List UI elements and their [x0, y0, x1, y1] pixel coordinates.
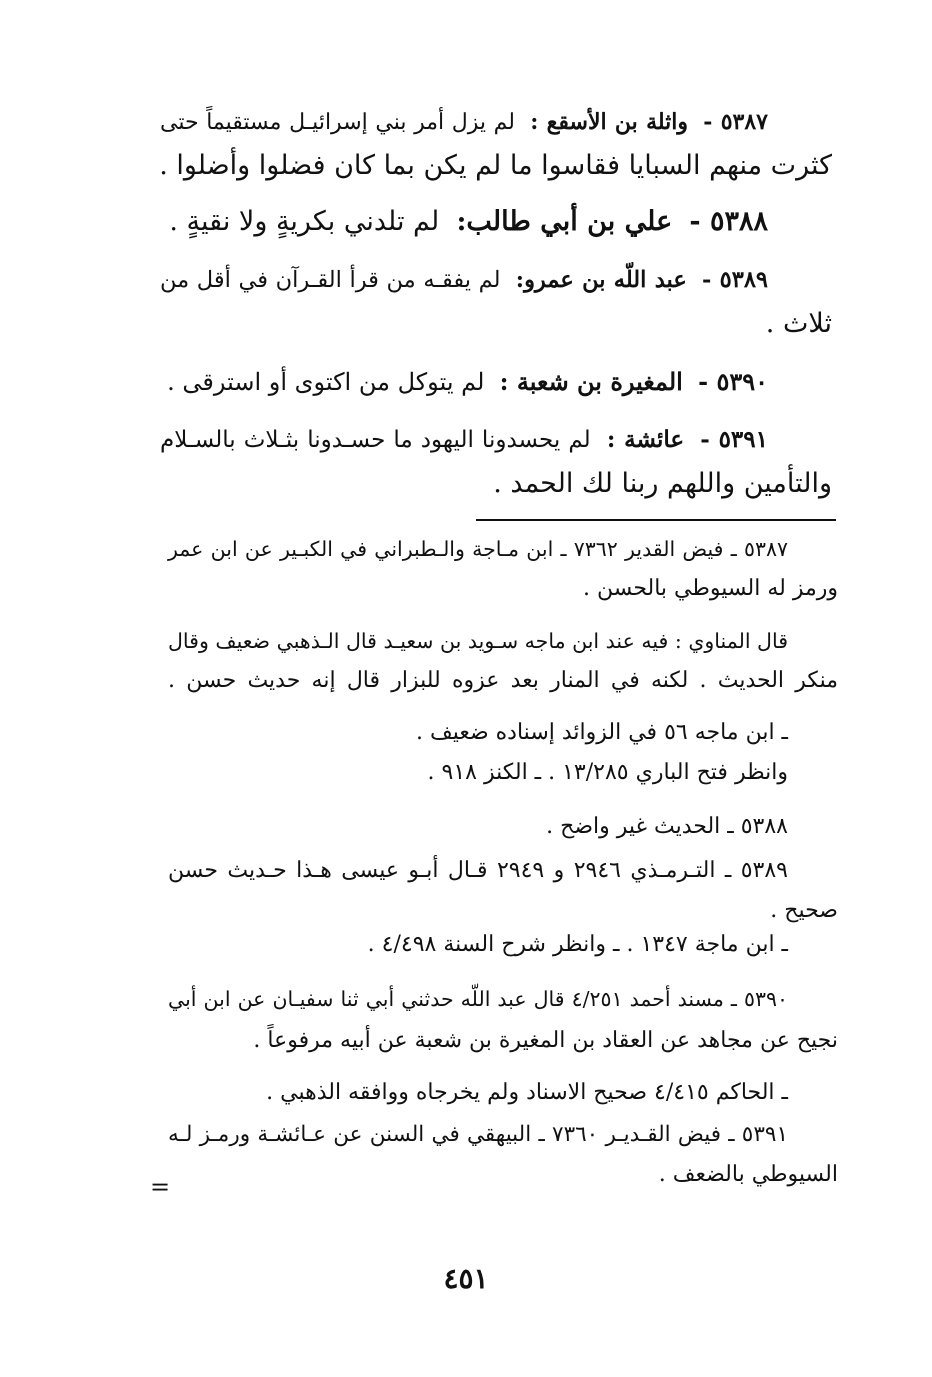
entry-text: لم يزل أمر بني إسرائيـل مستقيماً حتى — [160, 110, 515, 135]
narrator-name: عائشة : — [606, 426, 685, 453]
continuation-mark: = — [150, 1173, 171, 1201]
entry-text: لم تلدني بكريةٍ ولا نقيةٍ . — [169, 206, 440, 237]
footnote-line: صحيح . — [770, 898, 838, 923]
narrator-name: المغيرة بن شعبة : — [499, 367, 683, 396]
footnote-line: وانظر فتح الباري ١٣/٢٨٥ . ـ الكنز ٩١٨ . — [427, 760, 788, 785]
narrator-name: علي بن أبي طالب: — [456, 206, 673, 237]
entry-number: ٥٣٨٨ - — [689, 206, 768, 237]
footnote-line: ٥٣٨٧ ـ فيض القدير ٧٣٦٢ ـ ابن مـاجة والـطبراني في الكبـير عن ابن عمر — [168, 537, 788, 561]
footnote-separator — [476, 519, 836, 521]
entry-text: لم يفقـه من قرأ القـرآن في أقل من — [160, 267, 501, 293]
footnote-line: قال المناوي : فيه عند ابن ماجه سـويد بن سعيـد قال الـذهبي ضعيف وقال — [168, 629, 788, 653]
narrator-name: عبد اللّه بن عمرو: — [515, 267, 687, 293]
entry-number: ٥٣٨٧ - — [703, 109, 768, 135]
entry-number: ٥٣٩٠ - — [698, 367, 768, 396]
entry-number: ٥٣٨٩ - — [702, 267, 769, 293]
entry-number: ٥٣٩١ - — [700, 426, 768, 453]
footnote-line: ـ ابن ماجه ٥٦ في الزوائد إسناده ضعيف . — [415, 720, 788, 745]
footnote-line: ٥٣٩٠ ـ مسند أحمد ٤/٢٥١ قال عبد اللّه حدثني أبي ثنا سفيـان عن ابن أبي — [168, 987, 788, 1011]
footnote-line: ٥٣٩١ ـ فيض القـديـر ٧٣٦٠ ـ البيهقي في السنن عن عـائشـة ورمـز لـه — [168, 1122, 788, 1147]
entry-5391-line-1 — [160, 422, 768, 458]
footnote-line: ـ ابن ماجة ١٣٤٧ . ـ وانظر شرح السنة ٤/٤٩٨ . — [367, 932, 788, 957]
footnote-line: السيوطي بالضعف . — [658, 1162, 838, 1187]
footnote-line: منكر الحديث . لكنه في المنار بعد عزوه للبزار قال إنه حديث حسن . — [168, 668, 838, 693]
footnote-line: ورمز له السيوطي بالحسن . — [582, 576, 838, 601]
entry-5391-line-2: والتأمين واللهم ربنا لك الحمد . — [493, 468, 832, 499]
entry-5389-line-2: ثلاث . — [765, 308, 832, 339]
entry-5387-line-2: كثرت منهم السبايا فقاسوا ما لم يكن بما كان فضلوا وأضلوا . — [159, 150, 832, 181]
entry-text: لم يتوكل من اكتوى أو استرقى . — [167, 368, 485, 396]
entry-5389-line-1 — [160, 262, 768, 298]
entry-5387-line-1 — [160, 104, 768, 141]
footnote-line: ٥٣٨٩ ـ التـرمـذي ٢٩٤٦ و ٢٩٤٩ قـال أبـو عيسى هـذا حـديث حسن — [168, 858, 788, 883]
page-number: ٤٥١ — [443, 1262, 489, 1295]
entry-text: لم يحسدونا اليهود ما حسـدونا بثـلاث بالسـلام — [160, 427, 591, 453]
footnote-line: نجيح عن مجاهد عن العقاد بن المغيرة بن شعبة عن أبيه مرفوعاً . — [253, 1028, 838, 1053]
entry-5390-line-1 — [160, 364, 768, 400]
footnote-line: ٥٣٨٨ ـ الحديث غير واضح . — [546, 814, 788, 839]
entry-5388-line-1 — [160, 204, 768, 240]
narrator-name: واثلة بن الأسقع : — [530, 109, 689, 135]
footnote-line: ـ الحاكم ٤/٤١٥ صحيح الاسناد ولم يخرجاه ووافقه الذهبي . — [266, 1080, 788, 1105]
